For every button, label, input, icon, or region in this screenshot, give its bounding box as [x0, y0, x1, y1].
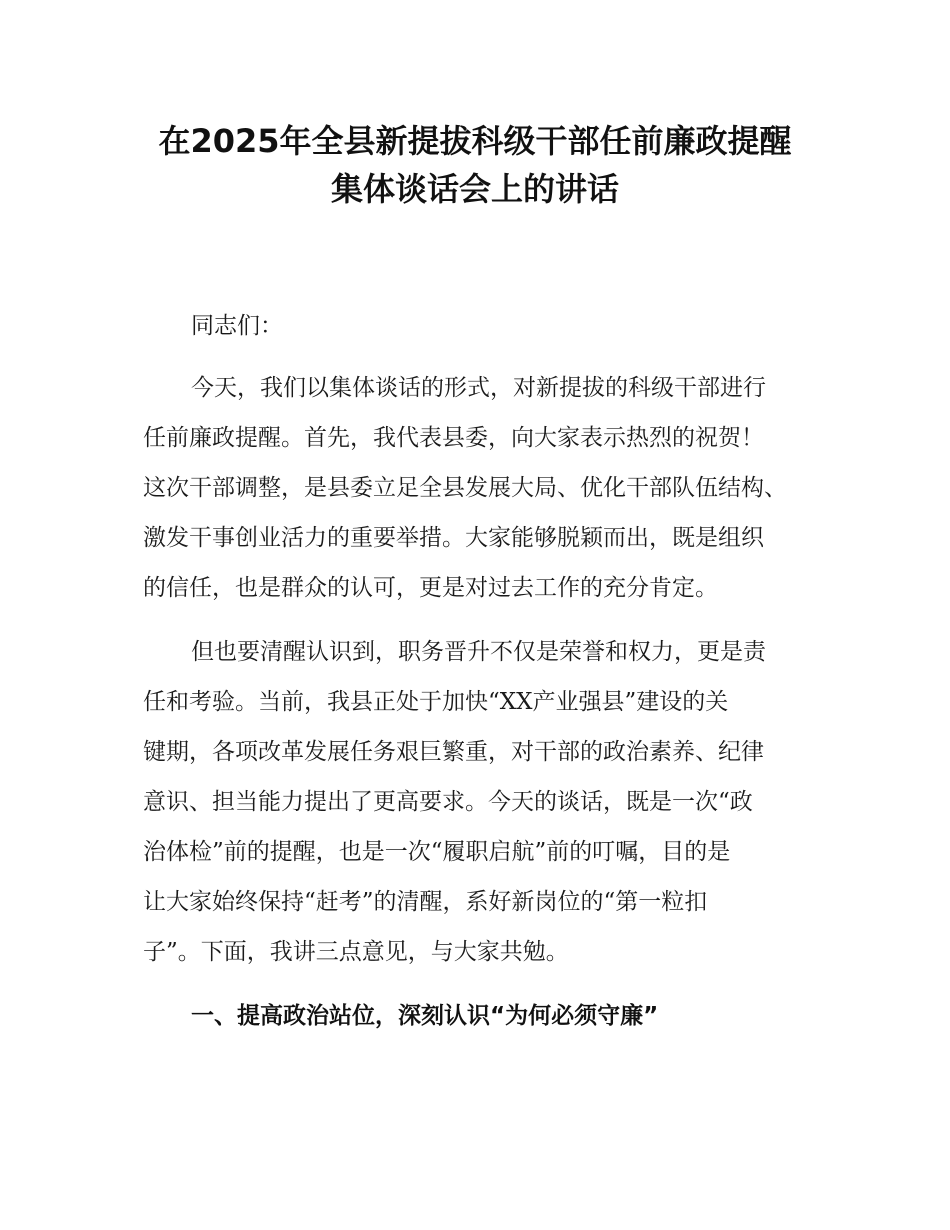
- paragraph-2-line: 键期，各项改革发展任务艰巨繁重，对干部的政治素养、纪律: [143, 739, 764, 765]
- document-title-line-1: 在2025年全县新提拔科级干部任前廉政提醒: [158, 122, 792, 160]
- paragraph-1-line: 这次干部调整，是县委立足全县发展大局、优化干部队伍结构、: [143, 475, 787, 501]
- paragraph-1-line: 的信任，也是群众的认可，更是对过去工作的充分肯定。: [143, 575, 718, 601]
- paragraph-2-line: 但也要清醒认识到，职务晋升不仅是荣誉和权力，更是责: [191, 639, 766, 665]
- paragraph-2-line: 子”。下面，我讲三点意见，与大家共勉。: [143, 939, 569, 965]
- section-1-heading: 一、提高政治站位，深刻认识“为何必须守廉”: [191, 1003, 659, 1029]
- paragraph-1-line: 激发干事创业活力的重要举措。大家能够脱颖而出，既是组织: [143, 525, 764, 551]
- paragraph-1-line: 今天，我们以集体谈话的形式，对新提拔的科级干部进行: [191, 375, 766, 401]
- paragraph-1-line: 任前廉政提醒。首先，我代表县委，向大家表示热烈的祝贺！: [143, 425, 764, 451]
- paragraph-2-line: 治体检”前的提醒，也是一次“履职启航”前的叮嘱，目的是: [143, 839, 731, 865]
- paragraph-2-line: 任和考验。当前，我县正处于加快“XX产业强县”建设的关: [143, 689, 729, 715]
- paragraph-2-line: 意识、担当能力提出了更高要求。今天的谈话，既是一次“政: [143, 789, 753, 815]
- document-title-line-2: 集体谈话会上的讲话: [330, 170, 619, 208]
- salutation: 同志们：: [191, 313, 283, 339]
- paragraph-2-line: 让大家始终保持“赶考”的清醒，系好新岗位的“第一粒扣: [143, 889, 708, 915]
